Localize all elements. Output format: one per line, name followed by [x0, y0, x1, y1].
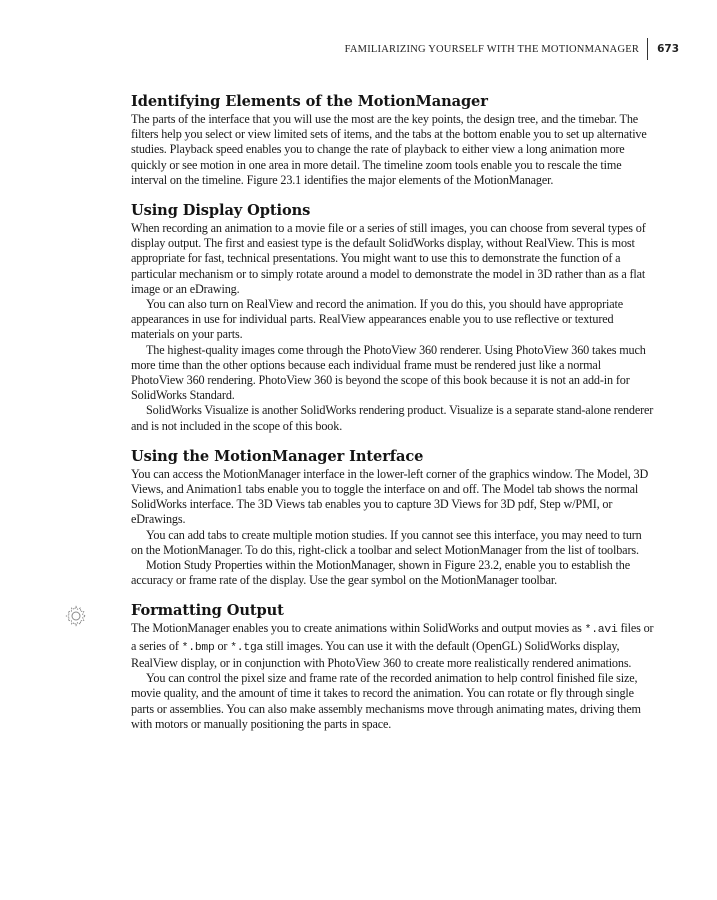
paragraph: The parts of the interface that you will use the most are the key points, the design tree, and the timebar. The filters help you select or view limited sets of items, and the tabs at the bottom enable you to set up alternative studies. Playback speed enables you to change the rate of playback to either view a long animation more quickly or see motion in one area in more detail. The timeline zoom tools enable you to rescale the time interval on the timeline. Figure 23.1 identifies the major elements of the MotionManager. [131, 112, 647, 187]
section-heading: Using Display Options [131, 202, 311, 220]
text-run: The MotionManager enables you to create animations within SolidWorks and output movies as [131, 621, 585, 636]
code-bmp: *.bmp [181, 641, 215, 654]
section-heading: Formatting Output [131, 602, 284, 620]
paragraph: When recording an animation to a movie file or a series of still images, you can choose from several types of display output. The first and easiest type is the default SolidWorks display, without RealView. This is most appropriate for fast, technical presentations. You might want to use this to demonstrate the function of a particular mechanism or to simply rotate around a model to demonstrate the model in 3D rather than as a flat image or an eDrawing. [131, 221, 646, 296]
paragraph: SolidWorks Visualize is another SolidWorks rendering product. Visualize is a separate stand-alone renderer and is not included in the scope of this book. [131, 403, 654, 433]
running-head-title: FAMILIARIZING YOURSELF WITH THE MOTIONMANAGER [344, 43, 640, 55]
section-motionmanager-interface [131, 448, 655, 589]
page-body [131, 93, 655, 746]
section-identifying-elements [131, 93, 655, 188]
paragraph: The highest-quality images come through the PhotoView 360 renderer. Using PhotoView 360 takes much more time than the other options because each individual frame must be rendered just like a normal PhotoView 360 rendering. PhotoView 360 is beyond the scope of this book because it is not an add-in for SolidWorks Standard. [131, 342, 646, 403]
running-head [345, 40, 679, 58]
section-formatting-output [131, 602, 655, 731]
code-tga: *.tga [230, 641, 264, 654]
running-head-divider [647, 38, 648, 60]
gear-icon [64, 604, 88, 628]
paragraph: Motion Study Properties within the MotionManager, shown in Figure 23.2, enable you to establish the accuracy or frame rate of the display. Use the gear symbol on the MotionManager toolbar. [131, 558, 630, 588]
paragraph: You can also turn on RealView and record the animation. If you do this, you should have appropriate appearances in use for individual parts. RealView appearances enable you to use reflective or textured materials on your parts. [131, 297, 623, 342]
text-run: files or a series of [131, 621, 654, 653]
section-heading: Identifying Elements of the MotionManager [131, 93, 488, 110]
text-run: or [214, 638, 231, 653]
code-avi: *.avi [584, 624, 618, 637]
section-display-options [131, 202, 655, 434]
paragraph: You can add tabs to create multiple motion studies. If you cannot see this interface, you may need to turn on the MotionManager. To do this, right-click a toolbar and select MotionManager from the list of toolbars. [131, 527, 642, 557]
page-number: 673 [657, 43, 679, 55]
text-run: still images. You can use it with the default (OpenGL) SolidWorks display, RealView display, or in conjunction with PhotoView 360 to create more realistically rendered animations. [131, 638, 632, 670]
section-heading: Using the MotionManager Interface [131, 447, 424, 465]
paragraph: You can access the MotionManager interface in the lower-left corner of the graphics window. The Model, 3D Views, and Animation1 tabs enable you to toggle the interface on and off. The Model tab shows the normal SolidWorks interface. The 3D Views tab enables you to capture 3D Views for 3D pdf, Step w/PMI, or eDrawings. [131, 466, 649, 527]
paragraph [131, 621, 655, 671]
paragraph: You can control the pixel size and frame rate of the recorded animation to help control finished file size, movie quality, and the amount of time it takes to record the animation. You can rotate or fly through single parts or assemblies. You can also make assembly mechanisms move through animating mates, driving them with motors or manually positioning the parts in space. [131, 671, 641, 731]
